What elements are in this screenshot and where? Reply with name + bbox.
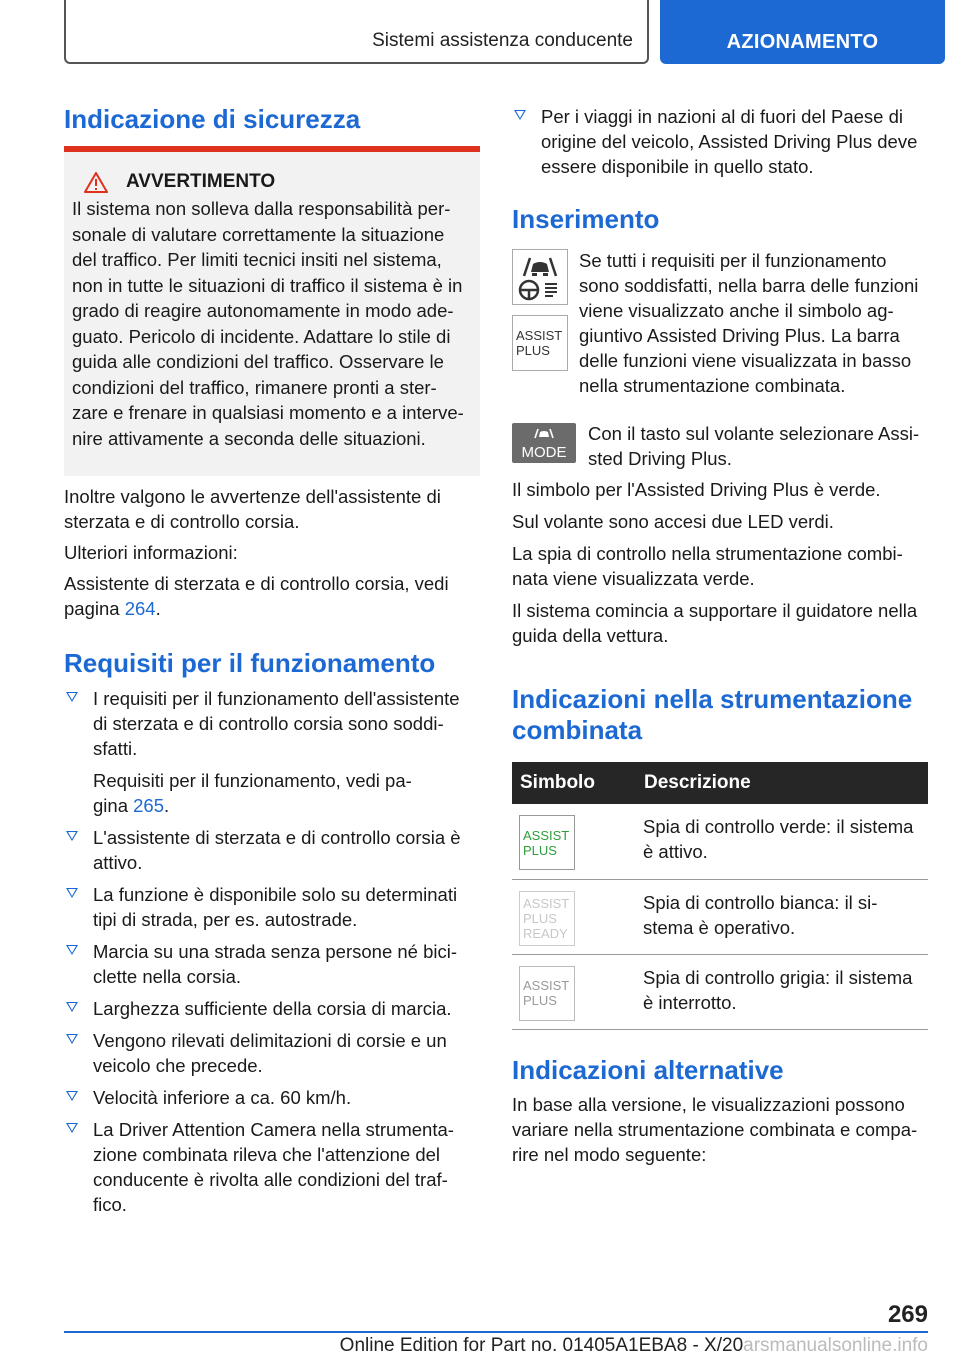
paragraph-leds: Sul volante sono accesi due LED verdi. bbox=[512, 511, 834, 532]
activation-paragraphs bbox=[512, 477, 928, 648]
page-number: 269 bbox=[887, 1301, 928, 1328]
list-item bbox=[64, 996, 480, 1021]
text-punct: . bbox=[155, 598, 161, 619]
list-item bbox=[64, 882, 480, 932]
triangle-bullet-icon bbox=[66, 945, 78, 955]
heading-alternatives: Indicazioni alternative bbox=[512, 1055, 784, 1085]
paragraph-indicator bbox=[512, 541, 928, 591]
paragraph-additional-warnings bbox=[64, 484, 480, 534]
text-line: giuntivo Assisted Driving Plus. La barra bbox=[579, 325, 900, 346]
table-header-description: Descrizione bbox=[636, 762, 928, 804]
text-line: Assistente di sterzata e di controllo corsia, vedi bbox=[64, 573, 449, 594]
assist-plus-symbol bbox=[512, 315, 568, 371]
plus-label: PLUS bbox=[523, 993, 557, 1008]
text-line: Il sistema comincia a supportare il guidatore nella bbox=[512, 600, 918, 621]
steering-assist-symbol bbox=[512, 249, 568, 305]
mode-button-symbol bbox=[512, 423, 576, 463]
footer-edition bbox=[0, 1335, 928, 1357]
steering-wheel-lanes-icon bbox=[515, 252, 565, 302]
text-line: La funzione è disponibile solo su determinati bbox=[93, 884, 458, 905]
text-line: Se tutti i requisiti per il funzionamento bbox=[579, 250, 887, 271]
table-header-row bbox=[512, 762, 928, 804]
warning-title: AVVERTIMENTO bbox=[126, 171, 276, 192]
plus-label: PLUS bbox=[523, 842, 557, 858]
text-line: Vengono rilevati delimitazioni di corsie e un bbox=[93, 1030, 447, 1051]
plus-label: PLUS bbox=[516, 343, 550, 358]
warning-line: sonale di valutare correttamente la situazione bbox=[72, 223, 445, 245]
warning-line: grado di reagire autonomamente in modo ade- bbox=[72, 300, 454, 321]
symbol-table bbox=[512, 762, 928, 1030]
footer-divider bbox=[64, 1331, 928, 1333]
text-line: è interrotto. bbox=[643, 991, 737, 1013]
text-line: variare nella strumentazione combinata e compa- bbox=[512, 1119, 918, 1140]
text-line: Spia di controllo bianca: il si- bbox=[643, 891, 878, 913]
text-line: nata viene visualizzata verde. bbox=[512, 568, 755, 589]
table-header-symbol: Simbolo bbox=[512, 762, 636, 804]
text-line: La spia di controllo nella strumentazione combi- bbox=[512, 543, 903, 564]
steering-assist-mini-icon bbox=[533, 428, 555, 444]
warning-box bbox=[64, 146, 480, 476]
ready-label: READY bbox=[523, 925, 568, 941]
assist-plus-gray-icon bbox=[519, 966, 575, 1021]
list-item bbox=[64, 686, 480, 818]
text-line: conducente è rivolta alle condizioni del traf- bbox=[93, 1169, 448, 1190]
triangle-bullet-icon bbox=[66, 888, 78, 898]
paragraph-green-symbol: Il simbolo per l'Assisted Driving Plus è verde. bbox=[512, 479, 881, 500]
warning-triangle-icon bbox=[84, 172, 108, 193]
text-line: Con il tasto sul volante selezionare Assi- bbox=[588, 423, 920, 444]
heading-display bbox=[512, 684, 912, 746]
list-item bbox=[64, 825, 480, 875]
text-line: L'assistente di sterzata e di controllo corsia è bbox=[93, 827, 461, 848]
paragraph-further-info: Ulteriori informazioni: bbox=[64, 542, 238, 563]
text-line: di sterzata e di controllo corsia sono soddi- bbox=[93, 713, 444, 734]
text-line: rire nel modo seguente: bbox=[512, 1144, 707, 1165]
plus-label: PLUS bbox=[523, 910, 557, 926]
mode-paragraph bbox=[588, 421, 928, 471]
text-line: pagina bbox=[64, 598, 125, 619]
warning-line: nire attivamente a seconda delle situazioni. bbox=[72, 427, 426, 449]
text-line: origine del veicolo, Assisted Driving Plus deve bbox=[541, 131, 918, 152]
list-item bbox=[64, 1028, 480, 1078]
list-item bbox=[64, 1085, 480, 1110]
text-line: attivo. bbox=[93, 852, 143, 873]
heading-line: Indicazioni nella strumentazione bbox=[512, 684, 913, 714]
triangle-bullet-icon bbox=[66, 1002, 78, 1012]
text-line: Per i viaggi in nazioni al di fuori del Paese di bbox=[541, 106, 903, 127]
text-line: clette nella corsia. bbox=[93, 966, 242, 987]
text-line: tipi di strada, per es. autostrade. bbox=[93, 909, 358, 930]
table-cell-icon bbox=[512, 879, 636, 954]
page-link-264[interactable]: 264 bbox=[124, 598, 156, 619]
triangle-bullet-icon bbox=[66, 1034, 78, 1044]
table-cell-description bbox=[636, 954, 928, 1029]
text-line: Marcia su una strada senza persone né bici- bbox=[93, 941, 458, 962]
table-cell-description bbox=[636, 879, 928, 954]
assist-label: ASSIST bbox=[523, 895, 570, 911]
warning-line: zare e frenare in qualsiasi momento e a interve- bbox=[72, 402, 464, 423]
warning-title-row bbox=[72, 170, 472, 194]
page-link-265[interactable]: 265 bbox=[133, 795, 164, 816]
requirements-list bbox=[64, 686, 480, 1217]
table-row bbox=[512, 879, 928, 954]
text-line: sted Driving Plus. bbox=[588, 448, 732, 469]
text-line: zione combinata rileva che l'attenzione del bbox=[93, 1144, 441, 1165]
warning-line: guato. Pericolo di incidente. Adattare lo stile di bbox=[72, 325, 451, 347]
triangle-bullet-icon bbox=[66, 831, 78, 841]
text-line: nella strumentazione combinata. bbox=[579, 375, 846, 396]
warning-line: guida alle condizioni del traffico. Osservare le bbox=[72, 351, 444, 372]
text-line: Requisiti per il funzionamento, vedi pa- bbox=[93, 770, 412, 791]
assist-plus-ready-icon bbox=[519, 891, 575, 946]
chapter-title: AZIONAMENTO bbox=[726, 31, 879, 53]
text-line: viene visualizzato anche il simbolo ag- bbox=[579, 300, 894, 321]
text-line: I requisiti per il funzionamento dell'assistente bbox=[93, 688, 460, 709]
sub-reference bbox=[93, 768, 480, 818]
assist-label: ASSIST bbox=[523, 978, 570, 993]
watermark-text: arsmanualsonline.info bbox=[743, 1335, 928, 1356]
text-line: Inoltre valgono le avvertenze dell'assistente di bbox=[64, 486, 441, 507]
text-line: Spia di controllo verde: il sistema bbox=[643, 816, 914, 837]
text-line: gina bbox=[93, 795, 134, 816]
text-line: Larghezza sufficiente della corsia di marcia. bbox=[93, 998, 452, 1019]
paragraph-support bbox=[512, 598, 928, 648]
list-item bbox=[64, 1117, 480, 1217]
text-line: Spia di controllo grigia: il sistema bbox=[643, 966, 913, 988]
heading-requirements: Requisiti per il funzionamento bbox=[64, 648, 436, 678]
assist-label: ASSIST bbox=[523, 827, 570, 843]
text-line: guida della vettura. bbox=[512, 625, 669, 646]
assist-plus-green-icon bbox=[519, 815, 575, 870]
table-row bbox=[512, 954, 928, 1029]
triangle-bullet-icon bbox=[66, 1091, 78, 1101]
text-line: Velocità inferiore a ca. 60 km/h. bbox=[93, 1087, 352, 1108]
header-chapter-tab bbox=[660, 0, 945, 64]
triangle-bullet-icon bbox=[514, 110, 526, 120]
left-paragraphs bbox=[64, 484, 480, 621]
list-item bbox=[64, 939, 480, 989]
text-line: sterzata e di controllo corsia. bbox=[64, 511, 300, 532]
edition-text: Online Edition for Part no. 01405A1EBA8 - X/20 bbox=[339, 1335, 744, 1356]
mode-label: MODE bbox=[521, 444, 567, 461]
text-line: è attivo. bbox=[643, 841, 708, 862]
warning-line: del traffico. Per limiti tecnici insiti nel sistema, bbox=[72, 249, 442, 270]
text-line: fico. bbox=[93, 1194, 127, 1215]
list-item bbox=[512, 104, 928, 179]
alternatives-paragraph bbox=[512, 1092, 928, 1167]
warning-text bbox=[72, 196, 472, 451]
warning-line: non in tutte le situazioni di traffico il sistema è in bbox=[72, 274, 463, 296]
heading-line: combinata bbox=[512, 715, 643, 745]
table-row bbox=[512, 804, 928, 879]
table-cell-icon bbox=[512, 804, 636, 879]
text-line: sono soddisfatti, nella barra delle funzioni bbox=[579, 275, 919, 296]
heading-safety: Indicazione di sicurezza bbox=[64, 104, 361, 134]
text-line: stema è operativo. bbox=[643, 916, 796, 938]
warning-line: condizioni del traffico, rimanere pronti a ster- bbox=[72, 376, 437, 398]
section-title: Sistemi assistenza conducente bbox=[372, 30, 633, 51]
text-line: La Driver Attention Camera nella strumenta- bbox=[93, 1119, 454, 1140]
header-section-tab bbox=[64, 0, 649, 64]
text-line: delle funzioni viene visualizzata in basso bbox=[579, 350, 912, 371]
heading-insertion: Inserimento bbox=[512, 204, 660, 234]
warning-line: Il sistema non solleva dalla responsabilità per- bbox=[72, 198, 451, 219]
text-line: essere disponibile in quello stato. bbox=[541, 156, 814, 177]
triangle-bullet-icon bbox=[66, 692, 78, 702]
travel-list bbox=[512, 104, 928, 179]
text-line: In base alla versione, le visualizzazioni possono bbox=[512, 1094, 905, 1115]
table-cell-icon bbox=[512, 954, 636, 1029]
text-punct: . bbox=[164, 795, 170, 816]
assist-label: ASSIST bbox=[516, 328, 563, 343]
text-line: sfatti. bbox=[93, 738, 138, 759]
insert-paragraph bbox=[579, 248, 928, 398]
paragraph-reference bbox=[64, 571, 480, 621]
table-cell-description bbox=[636, 804, 928, 879]
text-line: veicolo che precede. bbox=[93, 1055, 263, 1076]
triangle-bullet-icon bbox=[66, 1123, 78, 1133]
